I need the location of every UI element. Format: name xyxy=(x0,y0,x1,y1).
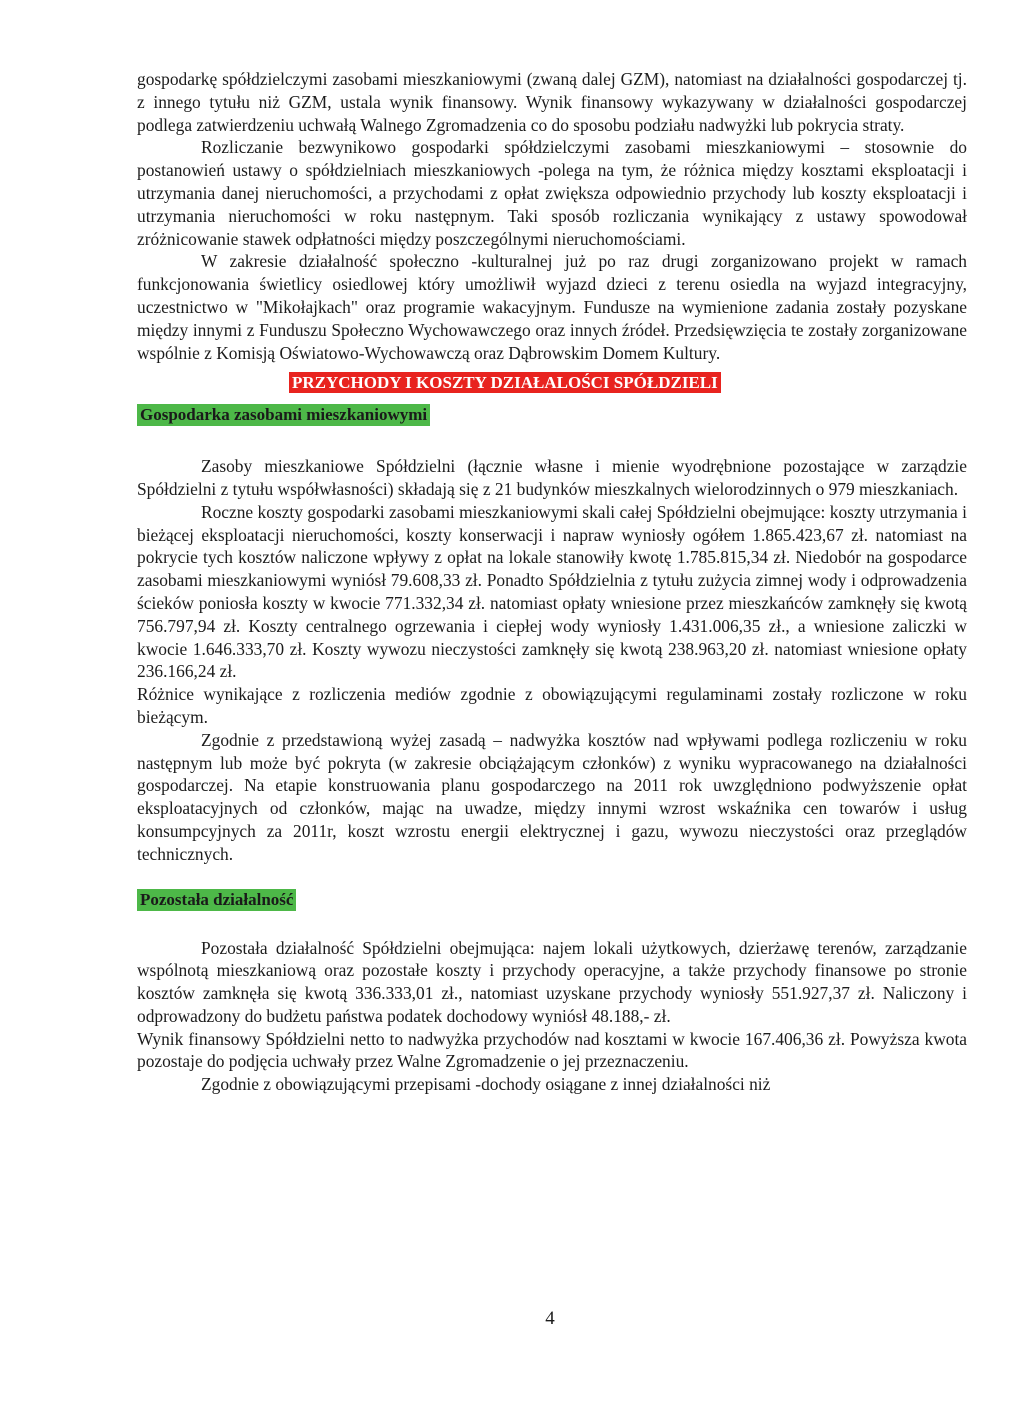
subsection-heading-other: Pozostała działalność xyxy=(137,889,296,911)
paragraph-housing-4: Zgodnie z przedstawioną wyżej zasadą – nadwyżka kosztów nad wpływami podlega rozliczeniu w roku następnym lub może być pokryta (w zakresie obciążającym członków) z wyniku wypracowanego na działalności gospodarczej. Na etapie konstruowania planu gospodarczego na 2011 rok uwzględniono podwyższenie opłat eksploatacyjnych od członków, mając na uwadze, między innymi wzrost wskaźnika cen towarów i usług konsumpcyjnych za 2011r, koszt wzrostu energii elektrycznej i gazu, wywozu nieczystości oraz przeglądów technicznych. xyxy=(137,729,967,864)
paragraph-intro-1: gospodarkę spółdzielczymi zasobami mieszkaniowymi (zwaną dalej GZM), natomiast na działalności gospodarczej tj. z innego tytułu niż GZM, ustala wynik finansowy. Wynik finansowy wykazywany w działalności gospodarczej podlega zatwierdzeniu uchwałą Walnego Zgromadzenia co do sposobu podziału nadwyżki lub pokrycia straty. xyxy=(137,69,967,135)
paragraph-housing-2: Roczne koszty gospodarki zasobami mieszkaniowymi skali całej Spółdzielni obejmujące: koszty utrzymania i bieżącej eksploatacji nieruchomości, koszty konserwacji i napraw wyniosły ogółem 1.865.423,67 zł. natomiast na pokrycie tych kosztów naliczone wpływy z opłat na lokale stanowiły kwotę 1.785.815,34 zł. Niedobór na gospodarce zasobami mieszkaniowymi wyniósł 79.608,33 zł. Ponadto Spółdzielnia z tytułu zużycia zimnej wody i odprowadzenia ścieków poniosła koszty w kwocie 771.332,34 zł. natomiast opłaty wniesione przez mieszkańców zamknęły się kwotą 756.797,94 zł. Koszty centralnego ogrzewania i ciepłej wody wyniosły 1.431.006,35 zł., a wniesione zaliczki w kwocie 1.646.333,70 zł. Koszty wywozu nieczystości zamknęły się kwotą 238.963,20 zł. natomiast wniesione opłaty 236.166,24 zł. xyxy=(137,501,967,682)
paragraph-other-3: Zgodnie z obowiązującymi przepisami -dochody osiągane z innej działalności niż xyxy=(201,1074,771,1095)
page-number: 4 xyxy=(545,1308,555,1329)
document-page xyxy=(137,68,967,1096)
paragraph-intro-2: Rozliczanie bezwynikowo gospodarki spółdzielczymi zasobami mieszkaniowymi – stosownie do postanowień ustawy o spółdzielniach mieszkaniowych -polega na tym, że różnica między kosztami eksploatacji i utrzymania danej nieruchomości, a przychodami z opłat zwiększa odpowiednio przychody lub koszty eksploatacji i utrzymania nieruchomości w roku następnym. Taki sposób rozliczania wynikający z ustawy spowodował zróżnicowanie stawek odpłatności między poszczególnymi nieruchomościami. xyxy=(137,137,967,249)
paragraph-housing-3: Różnice wynikające z rozliczenia mediów zgodnie z obowiązującymi regulaminami zostały rozliczone w roku bieżącym. xyxy=(137,684,967,727)
paragraph-other-1: Pozostała działalność Spółdzielni obejmująca: najem lokali użytkowych, dzierżawę terenów, zarządzanie wspólnotą mieszkaniową oraz pozostałe koszty i przychody operacyjne, a także przychody finansowe po stronie kosztów zamknęła się kwotą 336.333,01 zł., natomiast uzyskane przychody wyniosły 551.927,37 zł. Naliczony i odprowadzony do budżetu państwa podatek dochodowy wyniósł 48.188,- zł. xyxy=(137,937,967,1026)
paragraph-housing-1: Zasoby mieszkaniowe Spółdzielni (łącznie własne i mienie wyodrębnione pozostające w zarządzie Spółdzielni z tytułu współwłasności) składają się z 21 budynków mieszkalnych wielorodzinnych o 979 mieszkaniach. xyxy=(137,456,967,499)
subsection-heading-housing: Gospodarka zasobami mieszkaniowymi xyxy=(137,404,430,426)
paragraph-other-2: Wynik finansowy Spółdzielni netto to nadwyżka przychodów nad kosztami w kwocie 167.406,36 zł. Powyższa kwota pozostaje do podjęcia uchwały przez Walne Zgromadzenie o jej przeznaczeniu. xyxy=(137,1028,967,1072)
paragraph-intro-3: W zakresie działalność społeczno -kulturalnej już po raz drugi zorganizowano projekt w ramach funkcjonowania świetlicy osiedlowej który umożliwił wyjazd dzieci z terenu osiedla na wyjazd integracyjny, uczestnictwo w "Mikołajkach" oraz programie wakacyjnym. Fundusze na wymienione zadania zostały pozyskane między innymi z Funduszu Społeczno Wychowawczego oraz innych źródeł. Przedsięwzięcia te zostały zorganizowane wspólnie z Komisją Oświatowo-Wychowawczą oraz Dąbrowskim Domem Kultury. xyxy=(137,251,967,363)
section-heading: PRZYCHODY I KOSZTY DZIAŁALOŚCI SPÓŁDZIELI xyxy=(289,372,721,393)
